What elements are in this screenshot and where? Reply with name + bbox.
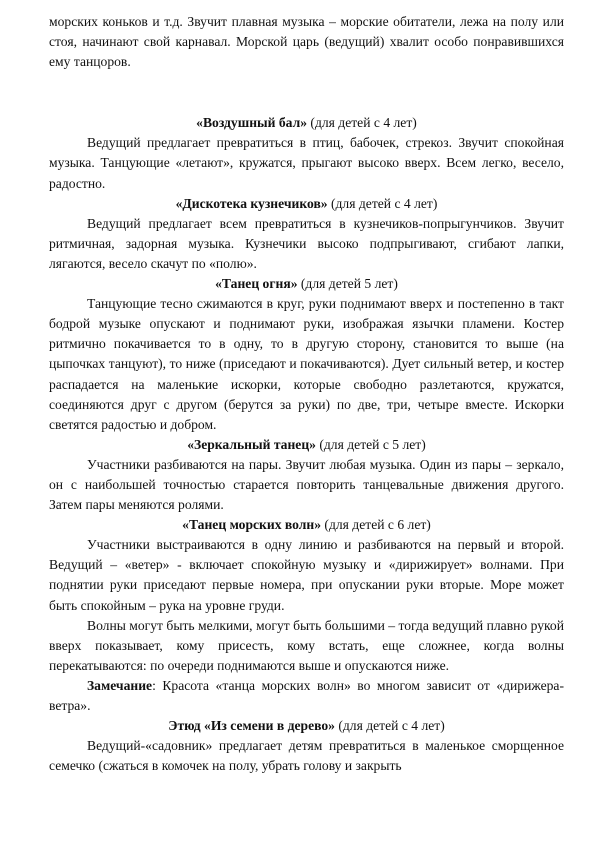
section-age: (для детей с 4 лет) bbox=[334, 718, 445, 734]
section-age: (для детей 5 лет) bbox=[297, 276, 398, 292]
section-heading-fire-dance bbox=[49, 274, 564, 294]
section-title: «Дискотека кузнечиков» bbox=[175, 195, 328, 211]
section-heading-grasshopper-disco bbox=[49, 194, 564, 214]
intro-paragraph: морских коньков и т.д. Звучит плавная музыка – морские обитатели, лежа на полу или стоя, начинают свой карнавал. Морской царь (ведущий) хвалит особо понравившихся ему танцоров. bbox=[49, 14, 564, 70]
section-paragraph: Танцующие тесно сжимаются в круг, руки поднимают вверх и постепенно в такт бодрой музыке опускают и поднимают руки, изображая язычки пламени. Костер ритмично покачивается то в одну, то в другую сторону, становится то выше (на цыпочках танцуют), то ниже (приседают и покачиваются). Дует сильный ветер, и костер распадается на маленькие искорки, которые свободно разлетаются, кружатся, соединяются друг с другом (берутся за руки) по две, три, четыре вместе. Искорки светятся радостью и добром. bbox=[49, 296, 564, 432]
section-paragraph: Ведущий предлагает всем превратиться в кузнечиков-попрыгунчиков. Звучит ритмичная, задорная музыка. Кузнечики высоко подпрыгивают, сгибают лапки, лягаются, весело скачут по «полю». bbox=[49, 215, 564, 271]
section-title: «Танец морских волн» bbox=[182, 517, 322, 533]
section-heading-mirror-dance bbox=[49, 435, 564, 455]
note-label: Замечание bbox=[87, 677, 153, 693]
section-paragraph: Участники разбиваются на пары. Звучит любая музыка. Один из пары – зеркало, он с наибольшей точностью старается повторить танцевальные движения другого. Затем пары меняются ролями. bbox=[49, 456, 564, 513]
section-title: «Танец огня» bbox=[215, 276, 298, 292]
section-paragraph: Участники выстраиваются в одну линию и разбиваются на первый и второй. Ведущий – «ветер» - включает спокойную музыку и «дирижирует» волнами. При поднятии руки приседают первые номера, при опускании руки вторые. Море может быть спокойным – рука на уровне груди. bbox=[49, 537, 564, 613]
section-age: (для детей с 4 лет) bbox=[307, 115, 417, 131]
section-paragraph: Ведущий предлагает превратиться в птиц, бабочек, стрекоз. Звучит спокойная музыка. Танцующие «летают», кружатся, прыгают высоко вверх. Всем легко, весело, радостно. bbox=[49, 135, 564, 191]
section-title: «Воздушный бал» bbox=[196, 115, 308, 131]
section-paragraph: Волны могут быть мелкими, могут быть большими – тогда ведущий плавно рукой вверх показывает, кому присесть, кому встать, еще сложнее, когда волны перекатываются: по очереди поднимаются выше и опускаются ниже. bbox=[49, 617, 564, 673]
section-age: (для детей с 5 лет) bbox=[315, 436, 426, 452]
section-heading-seed-to-tree bbox=[49, 716, 564, 736]
section-heading-sea-waves-dance bbox=[49, 515, 564, 535]
section-age: (для детей с 6 лет) bbox=[321, 517, 431, 533]
note-text: : Красота «танца морских волн» во многом зависит от «дирижера-ветра». bbox=[49, 677, 564, 713]
section-title: «Зеркальный танец» bbox=[187, 436, 316, 452]
note-paragraph bbox=[49, 676, 564, 716]
section-paragraph: Ведущий-«садовник» предлагает детям превратиться в маленькое сморщенное семечко (сжаться в комочек на полу, убрать голову и закрыть bbox=[49, 738, 564, 774]
section-title: Этюд «Из семени в дерево» bbox=[168, 718, 335, 734]
section-age: (для детей с 4 лет) bbox=[327, 195, 438, 211]
section-heading-air-ball bbox=[49, 113, 564, 133]
